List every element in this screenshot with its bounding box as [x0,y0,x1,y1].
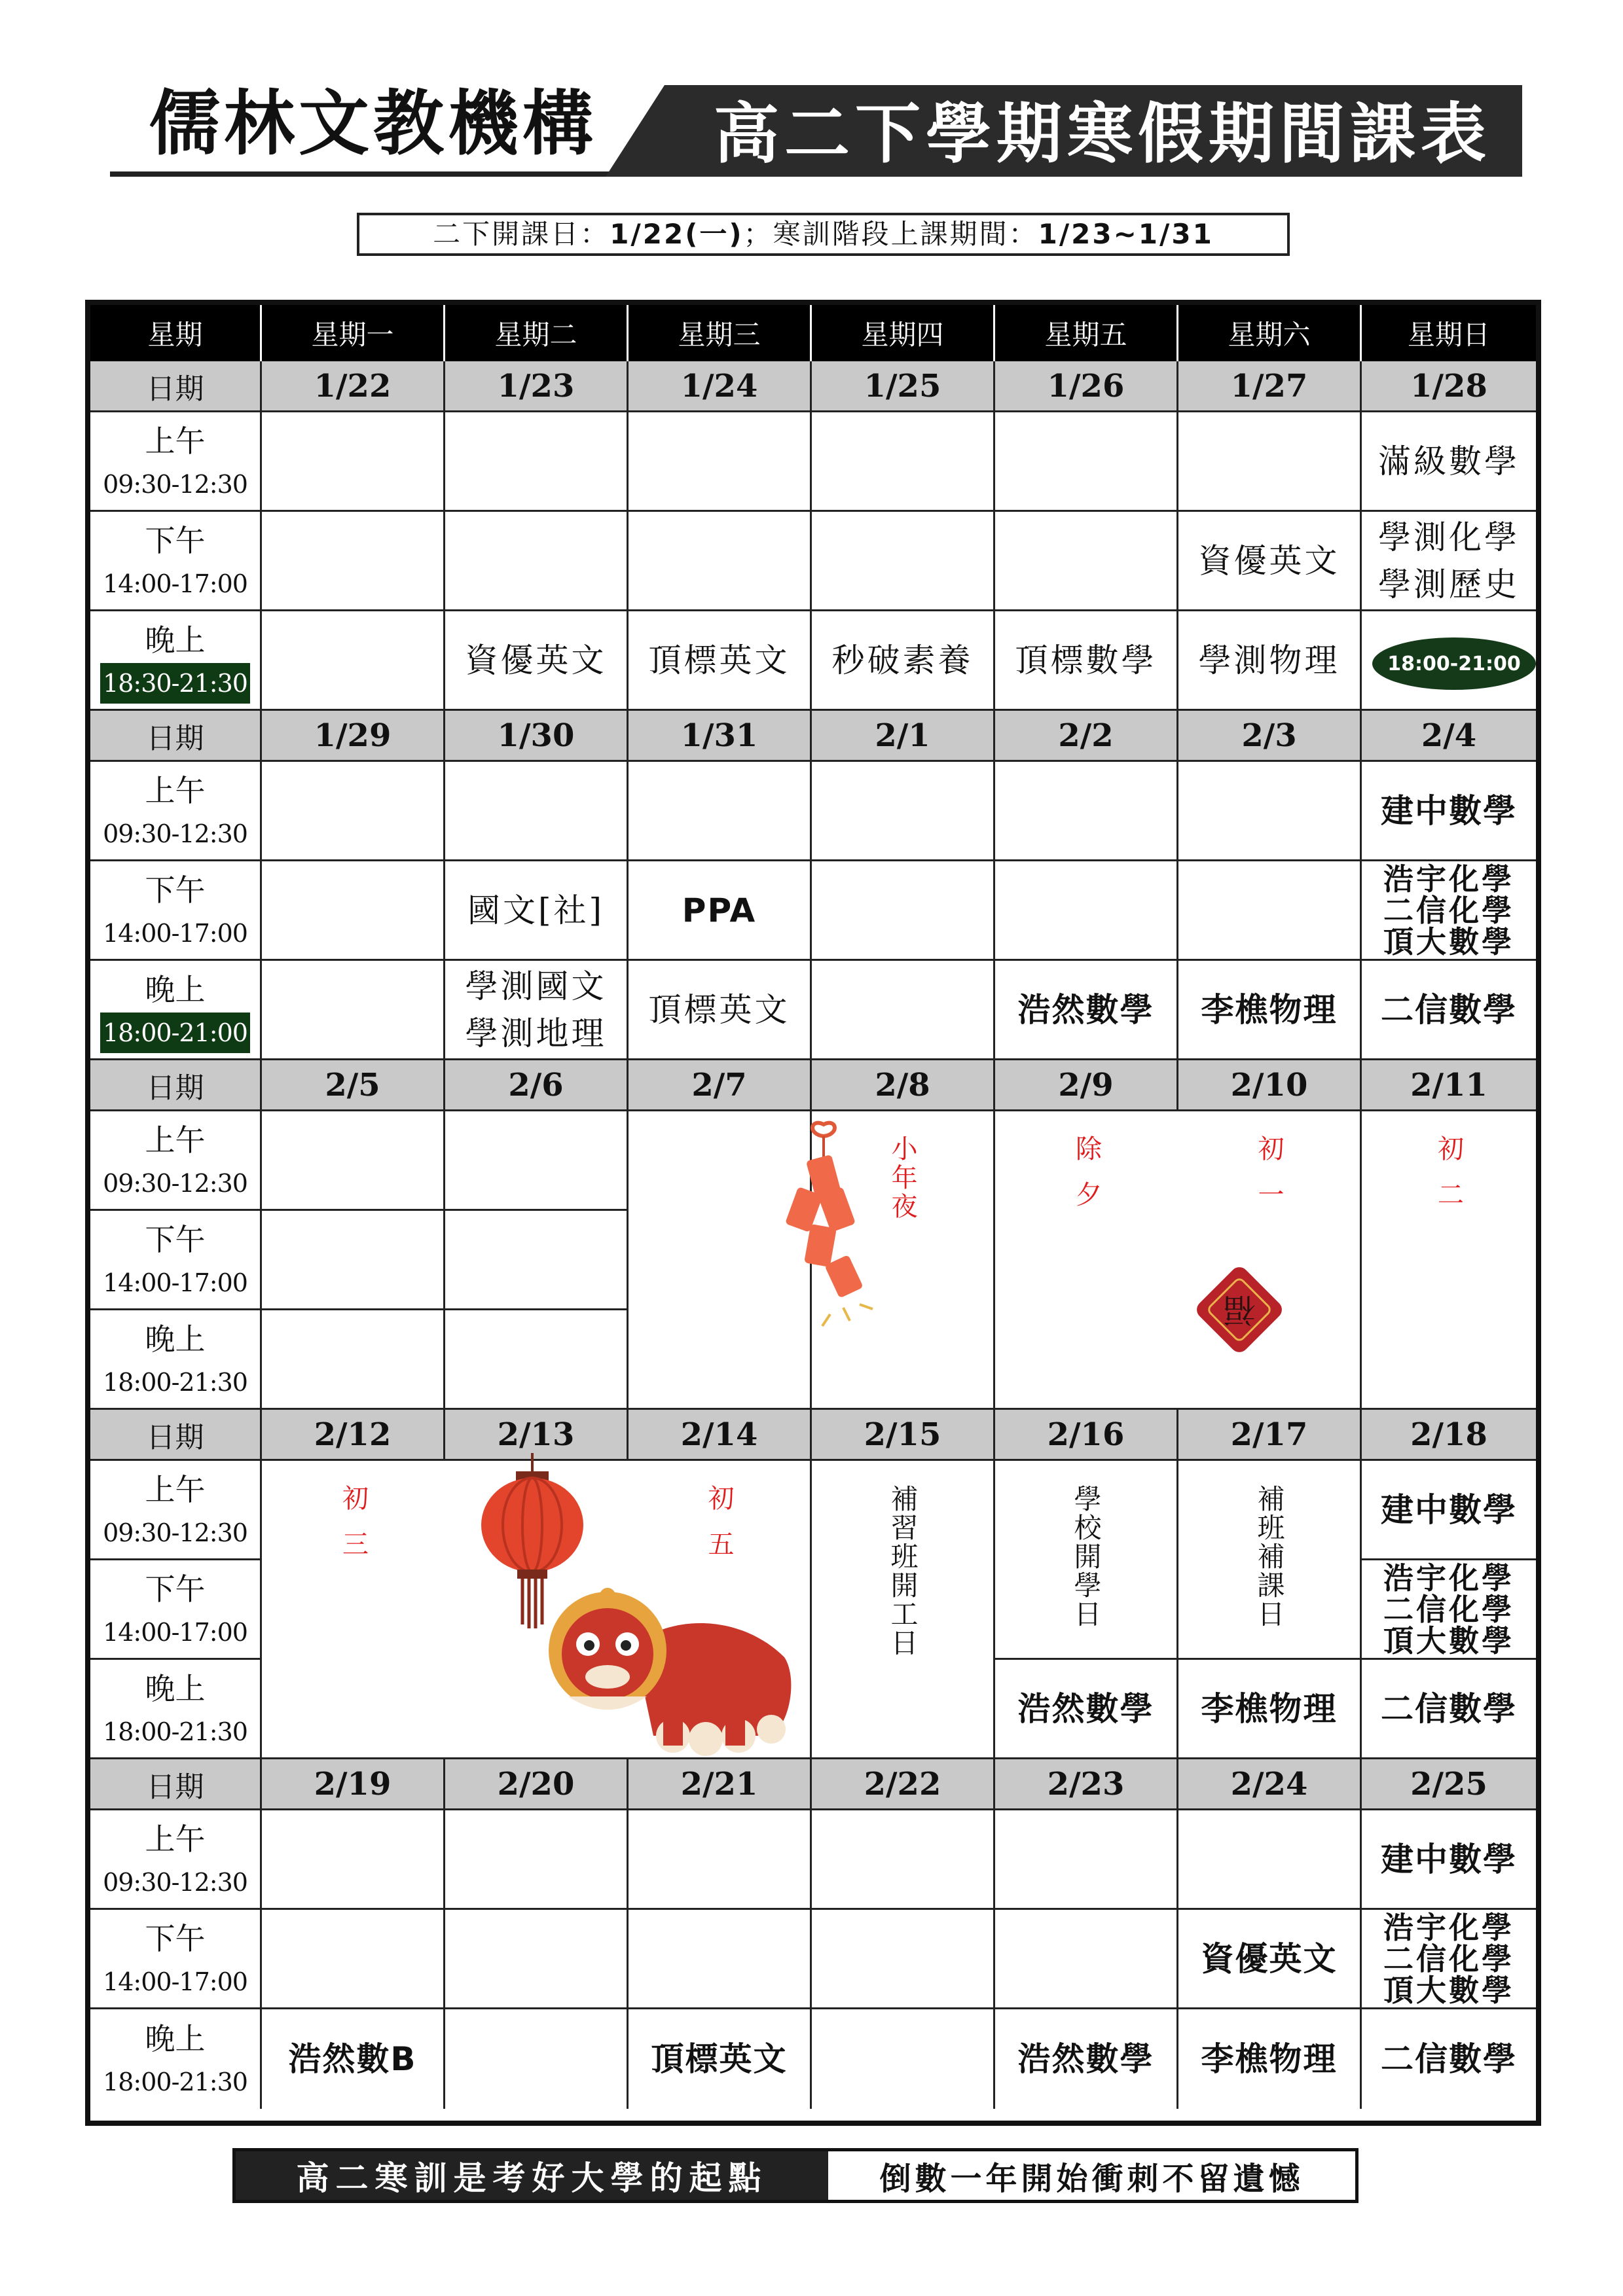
course-cell [262,1310,445,1410]
period-name: 下午 [145,872,206,908]
period-time: 14:00-17:00 [103,1268,247,1297]
date-cell: 2/9 [995,1060,1178,1111]
course-cell [812,861,995,961]
course-line: 李樵物理 [1201,2040,1338,2078]
footer-slogan-left: 高二寒訓是考好大學的起點 [236,2151,828,2200]
course-line: 學測國文 [465,967,607,1005]
course-cell [1178,961,1362,1060]
course-line: 浩然數學 [1017,990,1154,1029]
course-line: 二信化學 [1383,1941,1514,1977]
course-cell [995,961,1178,1060]
date-cell: 2/14 [629,1410,812,1461]
course-line: 滿級數學 [1378,442,1520,480]
note-cell [995,1461,1178,1660]
date-cell: 1/30 [445,711,629,762]
course-cell [812,961,995,1060]
date-cell: 2/21 [629,1759,812,1810]
course-cell [262,611,445,711]
course-line: 頂標英文 [648,990,790,1029]
course-cell [1362,762,1536,861]
course-cell [812,412,995,512]
date-cell: 2/13 [445,1410,629,1461]
course-cell [1178,512,1362,611]
subtitle-text-1: 二下開課日： [433,218,610,250]
svg-text:福: 福 [1223,1291,1256,1329]
course-line: 頂大數學 [1383,924,1514,960]
subtitle-date-1: 1/22(一) [610,218,744,250]
course-cell [262,2009,445,2109]
period-time: 09:30-12:30 [103,1518,247,1547]
date-cell: 2/19 [262,1759,445,1810]
course-line: 頂標數學 [1015,641,1157,679]
period-time: 18:00-21:30 [103,1717,247,1746]
note-cell [1178,1461,1362,1660]
course-cell [629,861,812,961]
brand-underline [110,171,634,177]
period-name: 上午 [145,772,206,808]
course-cell [262,1211,445,1310]
course-line: 浩然數學 [1017,2040,1154,2078]
course-cell [262,1810,445,1910]
date-cell: 1/24 [629,361,812,412]
date-cell: 2/23 [995,1759,1178,1810]
date-cell: 1/22 [262,361,445,412]
course-cell [1362,512,1536,611]
course-line: 建中數學 [1381,791,1517,830]
period-name: 晚上 [145,1670,206,1706]
course-line: 李樵物理 [1201,1689,1338,1728]
course-line: 二信化學 [1383,892,1514,928]
course-cell [262,762,445,861]
course-cell [1362,2009,1536,2109]
period-name: 下午 [145,522,206,558]
period-name: 下午 [145,1221,206,1257]
course-line: 學測物理 [1198,641,1340,679]
course-line: 李樵物理 [1201,990,1338,1029]
period-time: 14:00-17:00 [103,918,247,948]
course-cell [1362,861,1536,961]
header-cell-2: 星期二 [445,305,629,361]
course-cell [445,1910,629,2009]
note-label: 補班補課日 [1253,1484,1286,1628]
date-cell: 2/5 [262,1060,445,1111]
course-line: 二信數學 [1381,990,1517,1029]
course-line: 浩宇化學 [1383,1560,1514,1596]
period-label-am [90,1111,262,1211]
course-cell [995,1810,1178,1910]
subtitle-date-2: 1/23~1/31 [1038,218,1214,250]
period-label-eve [90,611,262,711]
note-cell [812,1461,995,1759]
schedule-table [85,300,1541,2126]
course-cell [629,412,812,512]
date-cell: 2/3 [1178,711,1362,762]
course-cell [629,1910,812,2009]
header-cell-5: 星期五 [995,305,1178,361]
holiday-label: 初一 [1254,1135,1284,1227]
holiday-label: 初五 [704,1484,734,1576]
course-cell [812,1910,995,2009]
course-cell [262,861,445,961]
date-cell: 2/8 [812,1060,995,1111]
period-name: 晚上 [145,2021,206,2056]
holiday-cell [995,1111,1178,1410]
course-line: PPA [682,891,757,929]
holiday-cell [262,1461,445,1759]
date-cell: 1/25 [812,361,995,412]
header-cell-1: 星期一 [262,305,445,361]
course-line: 資優英文 [1201,1939,1338,1978]
course-line: 秒破素養 [831,641,974,679]
course-cell [1178,2009,1362,2109]
period-time: 18:30-21:30 [100,663,250,704]
period-time: 09:30-12:30 [103,1867,247,1897]
date-cell: 2/16 [995,1410,1178,1461]
course-cell [1178,1810,1362,1910]
date-cell: 2/15 [812,1410,995,1461]
course-cell [1362,1810,1536,1910]
date-cell: 1/26 [995,361,1178,412]
course-cell [445,1211,629,1310]
period-time: 09:30-12:30 [103,469,247,499]
course-line: 二信數學 [1381,1689,1517,1728]
time-badge: 18:00-21:00 [1372,637,1536,690]
period-name: 上午 [145,1821,206,1857]
holiday-cell [1362,1111,1536,1410]
course-cell [812,512,995,611]
course-line: 浩然數學 [1017,1689,1154,1728]
holiday-label: 初二 [1433,1135,1464,1227]
course-cell [1178,611,1362,711]
period-time: 18:00-21:30 [103,2068,247,2096]
date-cell: 2/20 [445,1759,629,1810]
date-cell: 2/7 [629,1060,812,1111]
course-cell [629,2009,812,2109]
course-cell [1362,1560,1536,1660]
course-cell [262,961,445,1060]
firecracker-icon [745,1118,902,1334]
course-cell [995,1910,1178,2009]
course-cell [445,2009,629,2109]
period-time: 18:00-21:00 [100,1013,250,1053]
course-line: 建中數學 [1381,1840,1517,1878]
course-cell [262,1111,445,1211]
holiday-label: 初三 [338,1484,369,1576]
course-cell [445,611,629,711]
period-label-am [90,1461,262,1560]
footer-slogan-right: 倒數一年開始衝刺不留遺憾 [879,2160,1304,2197]
period-label-eve [90,961,262,1060]
course-line: 學測地理 [465,1014,607,1052]
course-cell [812,611,995,711]
date-cell: 2/12 [262,1410,445,1461]
course-line: 資優英文 [1198,541,1340,580]
course-cell [445,412,629,512]
course-line: 浩然數B [288,2040,417,2078]
period-time: 18:00-21:30 [103,1367,247,1397]
course-line: 頂標英文 [651,2040,788,2078]
course-line: 國文[社] [467,891,604,929]
course-line: 頂大數學 [1383,1972,1514,2008]
header-cell-0: 星期 [90,305,262,361]
course-line: 學測化學 [1378,518,1520,556]
note-label: 學校開學日 [1070,1484,1103,1628]
date-cell: 2/1 [812,711,995,762]
period-label-pm [90,1211,262,1310]
course-cell [1178,412,1362,512]
course-cell [445,1111,629,1211]
course-cell [995,412,1178,512]
course-cell [1362,1660,1536,1759]
course-cell [629,512,812,611]
period-label-eve [90,1660,262,1759]
course-line: 浩宇化學 [1383,861,1514,897]
course-cell [262,1910,445,2009]
course-cell [629,1810,812,1910]
date-cell: 2/2 [995,711,1178,762]
period-name: 上午 [145,1122,206,1158]
course-cell [812,762,995,861]
lion-dance-icon [509,1572,824,1762]
date-label: 日期 [90,711,262,762]
subtitle-text-2: ；寒訓階段上課期間： [743,218,1038,250]
date-cell: 1/23 [445,361,629,412]
course-line: 資優英文 [465,641,607,679]
date-cell: 2/11 [1362,1060,1536,1111]
course-cell [445,512,629,611]
date-cell: 2/4 [1362,711,1536,762]
period-label-am [90,762,262,861]
date-cell: 2/24 [1178,1759,1362,1810]
period-time: 14:00-17:00 [103,1617,247,1647]
footer-slogan [232,2148,1359,2203]
course-cell [995,861,1178,961]
period-name: 下午 [145,1920,206,1956]
course-line: 學測歷史 [1378,565,1520,603]
course-cell [1362,1910,1536,2009]
course-line: 二信化學 [1383,1591,1514,1627]
date-label: 日期 [90,361,262,412]
period-time: 14:00-17:00 [103,1967,247,1996]
course-cell [812,1810,995,1910]
header-cell-6: 星期六 [1178,305,1362,361]
date-label: 日期 [90,1759,262,1810]
date-cell: 1/31 [629,711,812,762]
period-label-pm [90,1560,262,1660]
date-cell: 2/22 [812,1759,995,1810]
date-label: 日期 [90,1060,262,1111]
period-label-am [90,1810,262,1910]
period-name: 下午 [145,1571,206,1607]
course-cell [995,1660,1178,1759]
date-cell: 2/6 [445,1060,629,1111]
header-cell-4: 星期四 [812,305,995,361]
period-label-pm [90,512,262,611]
header-cell-3: 星期三 [629,305,812,361]
course-line: 頂標英文 [648,641,790,679]
holiday-label: 小年夜 [887,1135,917,1221]
course-cell [445,1310,629,1410]
period-label-eve [90,2009,262,2109]
note-label: 補習班開工日 [886,1484,919,1657]
date-cell: 1/29 [262,711,445,762]
period-time: 14:00-17:00 [103,569,247,598]
date-cell: 1/27 [1178,361,1362,412]
period-name: 晚上 [145,971,206,1007]
course-cell [1178,762,1362,861]
date-cell: 1/28 [1362,361,1536,412]
course-cell [629,762,812,861]
course-cell [1178,1660,1362,1759]
course-cell [1362,961,1536,1060]
course-cell [629,611,812,711]
period-time: 09:30-12:30 [103,819,247,848]
course-cell [1362,412,1536,512]
course-line: 二信數學 [1381,2040,1517,2078]
course-cell [445,1810,629,1910]
course-cell [445,861,629,961]
course-cell [262,412,445,512]
date-label: 日期 [90,1410,262,1461]
period-label-pm [90,1910,262,2009]
date-cell: 2/18 [1362,1410,1536,1461]
period-name: 上午 [145,1471,206,1507]
course-cell [995,611,1178,711]
course-cell [995,762,1178,861]
schedule-subtitle [357,213,1290,256]
brand-name: 儒林文教機構 [149,82,598,165]
course-line: 浩宇化學 [1383,1909,1514,1945]
course-line: 建中數學 [1381,1490,1517,1529]
course-cell [445,961,629,1060]
course-cell [1178,861,1362,961]
period-name: 上午 [145,423,206,459]
course-cell [629,961,812,1060]
period-label-pm [90,861,262,961]
period-time: 09:30-12:30 [103,1168,247,1198]
course-cell [995,512,1178,611]
fu-icon [1184,1254,1295,1365]
date-cell: 2/17 [1178,1410,1362,1461]
header-cell-7: 星期日 [1407,319,1490,351]
date-cell: 2/25 [1362,1759,1536,1810]
page-title: 高二下學期寒假期間課表 [714,96,1491,172]
course-cell [262,512,445,611]
holiday-label: 除夕 [1071,1135,1102,1227]
period-name: 晚上 [145,622,206,658]
date-cell: 2/10 [1178,1060,1362,1111]
period-label-am [90,412,262,512]
course-cell [812,2009,995,2109]
course-cell [445,762,629,861]
period-label-eve [90,1310,262,1410]
course-cell [995,2009,1178,2109]
course-line: 頂大數學 [1383,1623,1514,1659]
period-name: 晚上 [145,1321,206,1357]
course-cell [1362,1461,1536,1560]
course-cell [1178,1910,1362,2009]
